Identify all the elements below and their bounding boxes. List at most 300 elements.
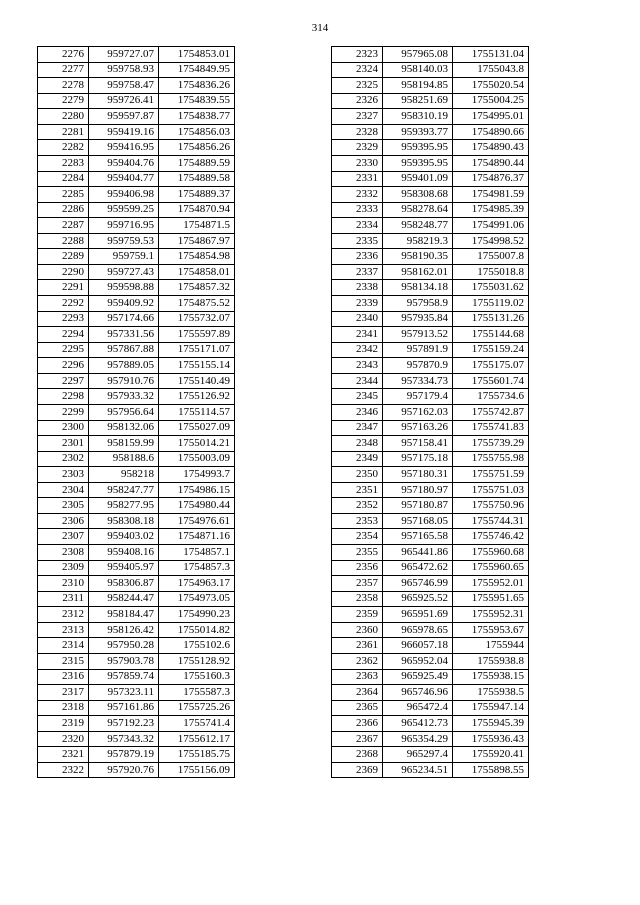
table-row: [38, 155, 235, 171]
point-number-cell: 2338: [332, 280, 383, 296]
table-row: [332, 109, 529, 125]
x-coordinate-cell: 957163.26: [383, 420, 453, 436]
point-number-cell: 2291: [38, 280, 89, 296]
y-coordinate-cell: 1754980.44: [159, 498, 235, 514]
x-coordinate-cell: 957180.31: [383, 467, 453, 483]
x-coordinate-cell: 958278.64: [383, 202, 453, 218]
x-coordinate-cell: 957179.4: [383, 389, 453, 405]
point-number-cell: 2343: [332, 358, 383, 374]
point-number-cell: 2345: [332, 389, 383, 405]
x-coordinate-cell: 959716.95: [89, 218, 159, 234]
y-coordinate-cell: 1755102.6: [159, 638, 235, 654]
x-coordinate-cell: 959597.87: [89, 109, 159, 125]
x-coordinate-cell: 957867.88: [89, 342, 159, 358]
x-coordinate-cell: 965925.49: [383, 669, 453, 685]
x-coordinate-cell: 958126.42: [89, 622, 159, 638]
y-coordinate-cell: 1754854.98: [159, 249, 235, 265]
y-coordinate-cell: 1755741.4: [159, 716, 235, 732]
point-number-cell: 2342: [332, 342, 383, 358]
y-coordinate-cell: 1754838.77: [159, 109, 235, 125]
point-number-cell: 2290: [38, 264, 89, 280]
y-coordinate-cell: 1754890.43: [453, 140, 529, 156]
table-row: [332, 249, 529, 265]
table-row: [38, 389, 235, 405]
y-coordinate-cell: 1755755.98: [453, 451, 529, 467]
table-row: [332, 622, 529, 638]
point-number-cell: 2359: [332, 607, 383, 623]
point-number-cell: 2310: [38, 576, 89, 592]
table-row: [332, 762, 529, 778]
x-coordinate-cell: 958132.06: [89, 420, 159, 436]
y-coordinate-cell: 1754839.55: [159, 93, 235, 109]
x-coordinate-cell: 958308.18: [89, 513, 159, 529]
point-number-cell: 2351: [332, 482, 383, 498]
table-row: [38, 93, 235, 109]
point-number-cell: 2340: [332, 311, 383, 327]
point-number-cell: 2348: [332, 436, 383, 452]
x-coordinate-cell: 957956.64: [89, 404, 159, 420]
point-number-cell: 2361: [332, 638, 383, 654]
point-number-cell: 2364: [332, 685, 383, 701]
point-number-cell: 2308: [38, 545, 89, 561]
x-coordinate-cell: 957910.76: [89, 373, 159, 389]
point-number-cell: 2331: [332, 171, 383, 187]
table-row: [332, 140, 529, 156]
y-coordinate-cell: 1755938.8: [453, 653, 529, 669]
x-coordinate-cell: 965234.51: [383, 762, 453, 778]
x-coordinate-cell: 958184.47: [89, 607, 159, 623]
point-number-cell: 2286: [38, 202, 89, 218]
table-row: [332, 482, 529, 498]
x-coordinate-cell: 959759.1: [89, 249, 159, 265]
table-row: [38, 762, 235, 778]
table-row: [38, 171, 235, 187]
x-coordinate-cell: 958219.3: [383, 233, 453, 249]
y-coordinate-cell: 1755725.26: [159, 700, 235, 716]
y-coordinate-cell: 1754849.95: [159, 62, 235, 78]
x-coordinate-cell: 958159.99: [89, 436, 159, 452]
y-coordinate-cell: 1755126.92: [159, 389, 235, 405]
table-row: [332, 124, 529, 140]
table-row: [332, 498, 529, 514]
y-coordinate-cell: 1754857.32: [159, 280, 235, 296]
table-row: [332, 700, 529, 716]
x-coordinate-cell: 965441.86: [383, 545, 453, 561]
y-coordinate-cell: 1754853.01: [159, 47, 235, 63]
table-row: [38, 451, 235, 467]
point-number-cell: 2363: [332, 669, 383, 685]
table-row: [332, 451, 529, 467]
x-coordinate-cell: 958251.69: [383, 93, 453, 109]
point-number-cell: 2309: [38, 560, 89, 576]
point-number-cell: 2337: [332, 264, 383, 280]
table-row: [38, 513, 235, 529]
point-number-cell: 2357: [332, 576, 383, 592]
y-coordinate-cell: 1755031.62: [453, 280, 529, 296]
point-number-cell: 2316: [38, 669, 89, 685]
y-coordinate-cell: 1755171.07: [159, 342, 235, 358]
y-coordinate-cell: 1755947.14: [453, 700, 529, 716]
x-coordinate-cell: 959393.77: [383, 124, 453, 140]
point-number-cell: 2299: [38, 404, 89, 420]
x-coordinate-cell: 959406.98: [89, 187, 159, 203]
point-number-cell: 2327: [332, 109, 383, 125]
table-row: [332, 155, 529, 171]
x-coordinate-cell: 957920.76: [89, 762, 159, 778]
x-coordinate-cell: 957331.56: [89, 327, 159, 343]
point-number-cell: 2323: [332, 47, 383, 63]
x-coordinate-cell: 957174.66: [89, 311, 159, 327]
y-coordinate-cell: 1755751.03: [453, 482, 529, 498]
y-coordinate-cell: 1755898.55: [453, 762, 529, 778]
x-coordinate-cell: 957933.32: [89, 389, 159, 405]
y-coordinate-cell: 1755953.67: [453, 622, 529, 638]
point-number-cell: 2349: [332, 451, 383, 467]
y-coordinate-cell: 1754993.7: [159, 467, 235, 483]
y-coordinate-cell: 1754889.37: [159, 187, 235, 203]
table-row: [332, 513, 529, 529]
y-coordinate-cell: 1755751.59: [453, 467, 529, 483]
point-number-cell: 2356: [332, 560, 383, 576]
x-coordinate-cell: 957180.87: [383, 498, 453, 514]
table-row: [38, 140, 235, 156]
y-coordinate-cell: 1754870.94: [159, 202, 235, 218]
point-number-cell: 2276: [38, 47, 89, 63]
table-row: [332, 47, 529, 63]
table-row: [332, 591, 529, 607]
x-coordinate-cell: 959401.09: [383, 171, 453, 187]
point-number-cell: 2328: [332, 124, 383, 140]
y-coordinate-cell: 1755739.29: [453, 436, 529, 452]
table-row: [38, 358, 235, 374]
point-number-cell: 2341: [332, 327, 383, 343]
x-coordinate-cell: 959404.77: [89, 171, 159, 187]
point-number-cell: 2326: [332, 93, 383, 109]
x-coordinate-cell: 957161.86: [89, 700, 159, 716]
table-row: [38, 498, 235, 514]
table-row: [332, 187, 529, 203]
point-number-cell: 2360: [332, 622, 383, 638]
point-number-cell: 2329: [332, 140, 383, 156]
x-coordinate-cell: 959403.02: [89, 529, 159, 545]
y-coordinate-cell: 1754857.3: [159, 560, 235, 576]
table-row: [38, 264, 235, 280]
x-coordinate-cell: 958247.77: [89, 482, 159, 498]
point-number-cell: 2350: [332, 467, 383, 483]
y-coordinate-cell: 1755936.43: [453, 731, 529, 747]
y-coordinate-cell: 1754871.16: [159, 529, 235, 545]
y-coordinate-cell: 1754889.58: [159, 171, 235, 187]
table-row: [38, 78, 235, 94]
table-row: [332, 685, 529, 701]
table-row: [332, 747, 529, 763]
x-coordinate-cell: 959405.97: [89, 560, 159, 576]
y-coordinate-cell: 1755960.65: [453, 560, 529, 576]
x-coordinate-cell: 957891.9: [383, 342, 453, 358]
x-coordinate-cell: 965472.4: [383, 700, 453, 716]
x-coordinate-cell: 965297.4: [383, 747, 453, 763]
point-number-cell: 2281: [38, 124, 89, 140]
table-row: [38, 467, 235, 483]
table-row: [332, 420, 529, 436]
table-row: [38, 187, 235, 203]
table-row: [332, 529, 529, 545]
x-coordinate-cell: 959599.25: [89, 202, 159, 218]
x-coordinate-cell: 958218: [89, 467, 159, 483]
point-number-cell: 2336: [332, 249, 383, 265]
y-coordinate-cell: 1754991.06: [453, 218, 529, 234]
y-coordinate-cell: 1755140.49: [159, 373, 235, 389]
y-coordinate-cell: 1755043.8: [453, 62, 529, 78]
table-row: [38, 731, 235, 747]
y-coordinate-cell: 1755744.31: [453, 513, 529, 529]
y-coordinate-cell: 1754867.97: [159, 233, 235, 249]
point-number-cell: 2358: [332, 591, 383, 607]
y-coordinate-cell: 1755938.5: [453, 685, 529, 701]
y-coordinate-cell: 1755175.07: [453, 358, 529, 374]
table-row: [332, 327, 529, 343]
y-coordinate-cell: 1754857.1: [159, 545, 235, 561]
y-coordinate-cell: 1754976.61: [159, 513, 235, 529]
x-coordinate-cell: 957162.03: [383, 404, 453, 420]
y-coordinate-cell: 1755144.68: [453, 327, 529, 343]
y-coordinate-cell: 1755732.07: [159, 311, 235, 327]
table-row: [332, 731, 529, 747]
y-coordinate-cell: 1755741.83: [453, 420, 529, 436]
page-number: 314: [311, 22, 329, 34]
point-number-cell: 2314: [38, 638, 89, 654]
x-coordinate-cell: 957343.32: [89, 731, 159, 747]
y-coordinate-cell: 1755027.09: [159, 420, 235, 436]
y-coordinate-cell: 1755750.96: [453, 498, 529, 514]
point-number-cell: 2305: [38, 498, 89, 514]
x-coordinate-cell: 957903.78: [89, 653, 159, 669]
x-coordinate-cell: 958194.85: [383, 78, 453, 94]
point-number-cell: 2369: [332, 762, 383, 778]
table-row: [38, 280, 235, 296]
x-coordinate-cell: 957889.05: [89, 358, 159, 374]
y-coordinate-cell: 1755160.3: [159, 669, 235, 685]
x-coordinate-cell: 957950.28: [89, 638, 159, 654]
y-coordinate-cell: 1755156.09: [159, 762, 235, 778]
x-coordinate-cell: 959419.16: [89, 124, 159, 140]
x-coordinate-cell: 958190.35: [383, 249, 453, 265]
table-row: [332, 233, 529, 249]
point-number-cell: 2344: [332, 373, 383, 389]
point-number-cell: 2325: [332, 78, 383, 94]
y-coordinate-cell: 1754890.44: [453, 155, 529, 171]
x-coordinate-cell: 966057.18: [383, 638, 453, 654]
x-coordinate-cell: 965354.29: [383, 731, 453, 747]
point-number-cell: 2347: [332, 420, 383, 436]
point-number-cell: 2368: [332, 747, 383, 763]
point-number-cell: 2307: [38, 529, 89, 545]
table-row: [38, 669, 235, 685]
table-row: [38, 700, 235, 716]
table-row: [332, 202, 529, 218]
x-coordinate-cell: 957913.52: [383, 327, 453, 343]
point-number-cell: 2355: [332, 545, 383, 561]
table-row: [332, 296, 529, 312]
point-number-cell: 2311: [38, 591, 89, 607]
table-row: [332, 358, 529, 374]
point-number-cell: 2297: [38, 373, 89, 389]
y-coordinate-cell: 1755587.3: [159, 685, 235, 701]
point-number-cell: 2296: [38, 358, 89, 374]
x-coordinate-cell: 957180.97: [383, 482, 453, 498]
table-row: [332, 404, 529, 420]
table-row: [38, 653, 235, 669]
y-coordinate-cell: 1755003.09: [159, 451, 235, 467]
table-row: [38, 560, 235, 576]
y-coordinate-cell: 1755007.8: [453, 249, 529, 265]
table-row: [38, 404, 235, 420]
point-number-cell: 2318: [38, 700, 89, 716]
table-row: [332, 716, 529, 732]
table-row: [332, 653, 529, 669]
x-coordinate-cell: 965925.52: [383, 591, 453, 607]
y-coordinate-cell: 1755119.02: [453, 296, 529, 312]
y-coordinate-cell: 1754998.52: [453, 233, 529, 249]
point-number-cell: 2277: [38, 62, 89, 78]
x-coordinate-cell: 957158.41: [383, 436, 453, 452]
point-number-cell: 2319: [38, 716, 89, 732]
table-row: [38, 327, 235, 343]
point-number-cell: 2365: [332, 700, 383, 716]
table-row: [332, 62, 529, 78]
y-coordinate-cell: 1755938.15: [453, 669, 529, 685]
table-row: [332, 607, 529, 623]
y-coordinate-cell: 1754889.59: [159, 155, 235, 171]
point-number-cell: 2298: [38, 389, 89, 405]
y-coordinate-cell: 1755944: [453, 638, 529, 654]
table-row: [332, 93, 529, 109]
point-number-cell: 2312: [38, 607, 89, 623]
table-row: [38, 420, 235, 436]
y-coordinate-cell: 1754871.5: [159, 218, 235, 234]
x-coordinate-cell: 959416.95: [89, 140, 159, 156]
x-coordinate-cell: 965472.62: [383, 560, 453, 576]
table-row: [332, 218, 529, 234]
x-coordinate-cell: 957879.19: [89, 747, 159, 763]
y-coordinate-cell: 1755746.42: [453, 529, 529, 545]
x-coordinate-cell: 958140.03: [383, 62, 453, 78]
x-coordinate-cell: 959726.41: [89, 93, 159, 109]
table-row: [38, 218, 235, 234]
point-number-cell: 2332: [332, 187, 383, 203]
x-coordinate-cell: 959727.43: [89, 264, 159, 280]
table-row: [38, 607, 235, 623]
table-row: [332, 373, 529, 389]
x-coordinate-cell: 965951.69: [383, 607, 453, 623]
y-coordinate-cell: 1754985.39: [453, 202, 529, 218]
point-number-cell: 2285: [38, 187, 89, 203]
x-coordinate-cell: 959758.47: [89, 78, 159, 94]
point-number-cell: 2294: [38, 327, 89, 343]
table-row: [38, 545, 235, 561]
table-row: [332, 467, 529, 483]
x-coordinate-cell: 958248.77: [383, 218, 453, 234]
x-coordinate-cell: 957334.73: [383, 373, 453, 389]
x-coordinate-cell: 965746.99: [383, 576, 453, 592]
table-row: [38, 638, 235, 654]
x-coordinate-cell: 957192.23: [89, 716, 159, 732]
y-coordinate-cell: 1755159.24: [453, 342, 529, 358]
y-coordinate-cell: 1755952.31: [453, 607, 529, 623]
x-coordinate-cell: 959727.07: [89, 47, 159, 63]
table-row: [332, 389, 529, 405]
table-row: [38, 342, 235, 358]
point-number-cell: 2306: [38, 513, 89, 529]
point-number-cell: 2293: [38, 311, 89, 327]
table-row: [38, 47, 235, 63]
x-coordinate-cell: 965952.04: [383, 653, 453, 669]
table-row: [38, 202, 235, 218]
point-number-cell: 2287: [38, 218, 89, 234]
table-row: [38, 109, 235, 125]
point-number-cell: 2352: [332, 498, 383, 514]
table-row: [332, 264, 529, 280]
table-row: [38, 716, 235, 732]
y-coordinate-cell: 1755155.14: [159, 358, 235, 374]
x-coordinate-cell: 957168.05: [383, 513, 453, 529]
table-row: [38, 685, 235, 701]
y-coordinate-cell: 1754963.17: [159, 576, 235, 592]
point-number-cell: 2301: [38, 436, 89, 452]
y-coordinate-cell: 1755951.65: [453, 591, 529, 607]
point-number-cell: 2313: [38, 622, 89, 638]
table-row: [38, 373, 235, 389]
point-number-cell: 2367: [332, 731, 383, 747]
x-coordinate-cell: 959408.16: [89, 545, 159, 561]
y-coordinate-cell: 1755128.92: [159, 653, 235, 669]
point-number-cell: 2282: [38, 140, 89, 156]
x-coordinate-cell: 958244.47: [89, 591, 159, 607]
point-number-cell: 2304: [38, 482, 89, 498]
point-number-cell: 2295: [38, 342, 89, 358]
x-coordinate-cell: 957958.9: [383, 296, 453, 312]
y-coordinate-cell: 1754858.01: [159, 264, 235, 280]
x-coordinate-cell: 959395.95: [383, 140, 453, 156]
point-number-cell: 2278: [38, 78, 89, 94]
x-coordinate-cell: 958134.18: [383, 280, 453, 296]
table-row: [38, 233, 235, 249]
y-coordinate-cell: 1754856.26: [159, 140, 235, 156]
table-row: [332, 560, 529, 576]
table-row: [38, 296, 235, 312]
y-coordinate-cell: 1754995.01: [453, 109, 529, 125]
table-row: [38, 591, 235, 607]
y-coordinate-cell: 1754876.37: [453, 171, 529, 187]
y-coordinate-cell: 1755014.82: [159, 622, 235, 638]
point-number-cell: 2284: [38, 171, 89, 187]
point-number-cell: 2335: [332, 233, 383, 249]
point-number-cell: 2292: [38, 296, 89, 312]
y-coordinate-cell: 1754990.23: [159, 607, 235, 623]
table-row: [38, 747, 235, 763]
y-coordinate-cell: 1755742.87: [453, 404, 529, 420]
point-number-cell: 2288: [38, 233, 89, 249]
point-number-cell: 2303: [38, 467, 89, 483]
x-coordinate-cell: 958306.87: [89, 576, 159, 592]
table-row: [332, 311, 529, 327]
point-number-cell: 2300: [38, 420, 89, 436]
x-coordinate-cell: 957323.11: [89, 685, 159, 701]
y-coordinate-cell: 1755114.57: [159, 404, 235, 420]
y-coordinate-cell: 1754986.15: [159, 482, 235, 498]
point-number-cell: 2334: [332, 218, 383, 234]
x-coordinate-cell: 957165.58: [383, 529, 453, 545]
